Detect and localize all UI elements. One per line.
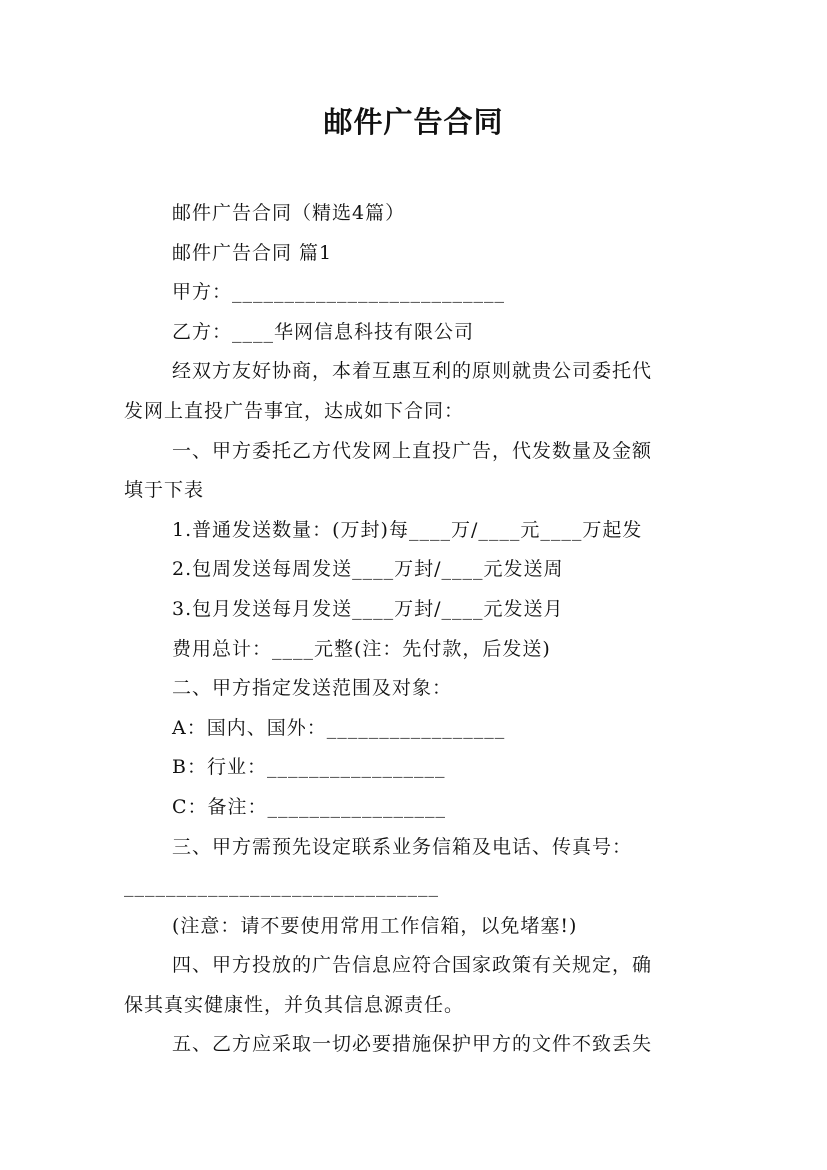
- paragraph-preamble-line-2: 发网上直投广告事宜，达成如下合同：: [124, 399, 465, 422]
- paragraph-item-1: 1.普通发送数量：(万封)每____万/____元____万起发: [172, 518, 643, 541]
- paragraph-preamble: [124, 352, 704, 431]
- paragraph-clause-4: [124, 946, 704, 1025]
- paragraph-scope-c: C：备注：_________________: [172, 795, 447, 818]
- paragraph-party-b: 乙方：____华网信息科技有限公司: [172, 320, 475, 343]
- paragraph-scope-b: B：行业：_________________: [172, 756, 446, 779]
- paragraph-clause-4-line-1: 四、甲方投放的广告信息应符合国家政策有关规定，确: [172, 954, 653, 977]
- paragraph-clause-3-line-1: 三、甲方需预先设定联系业务信箱及电话、传真号：: [172, 835, 633, 858]
- paragraph-clause-3-line-2: ______________________________: [124, 875, 439, 898]
- paragraph-party-a: 甲方：__________________________: [172, 281, 506, 304]
- document-title: 邮件广告合同: [323, 105, 504, 139]
- paragraph-preamble-line-1: 经双方友好协商，本着互惠互利的原则就贵公司委托代: [172, 360, 653, 383]
- paragraph-clause-5-line-1: 五、乙方应采取一切必要措施保护甲方的文件不致丢失: [172, 1033, 653, 1056]
- paragraph-clause-3: [124, 828, 704, 907]
- paragraph-clause-1-line-2: 填于下表: [124, 479, 205, 502]
- paragraph-note: (注意：请不要使用常用工作信箱，以免堵塞!): [172, 914, 578, 937]
- paragraph-clause-1: [124, 432, 704, 511]
- paragraph-clause-2: 二、甲方指定发送范围及对象：: [172, 677, 453, 700]
- paragraph-clause-1-line-1: 一、甲方委托乙方代发网上直投广告，代发数量及金额: [172, 439, 653, 462]
- paragraph-section-heading: 邮件广告合同 篇1: [172, 241, 333, 264]
- paragraph-clause-4-line-2: 保其真实健康性，并负其信息源责任。: [124, 993, 465, 1016]
- paragraph-item-2: 2.包周发送每周发送____万封/____元发送周: [172, 558, 564, 581]
- paragraph-total-fee: 费用总计：____元整(注：先付款，后发送): [172, 637, 551, 660]
- paragraph-subtitle: 邮件广告合同（精选4篇）: [172, 202, 406, 224]
- paragraph-clause-5: [124, 1025, 704, 1065]
- document-body: [124, 194, 704, 1065]
- paragraph-item-3: 3.包月发送每月发送____万封/____元发送月: [172, 597, 564, 620]
- paragraph-scope-a: A：国内、国外：_________________: [172, 716, 506, 739]
